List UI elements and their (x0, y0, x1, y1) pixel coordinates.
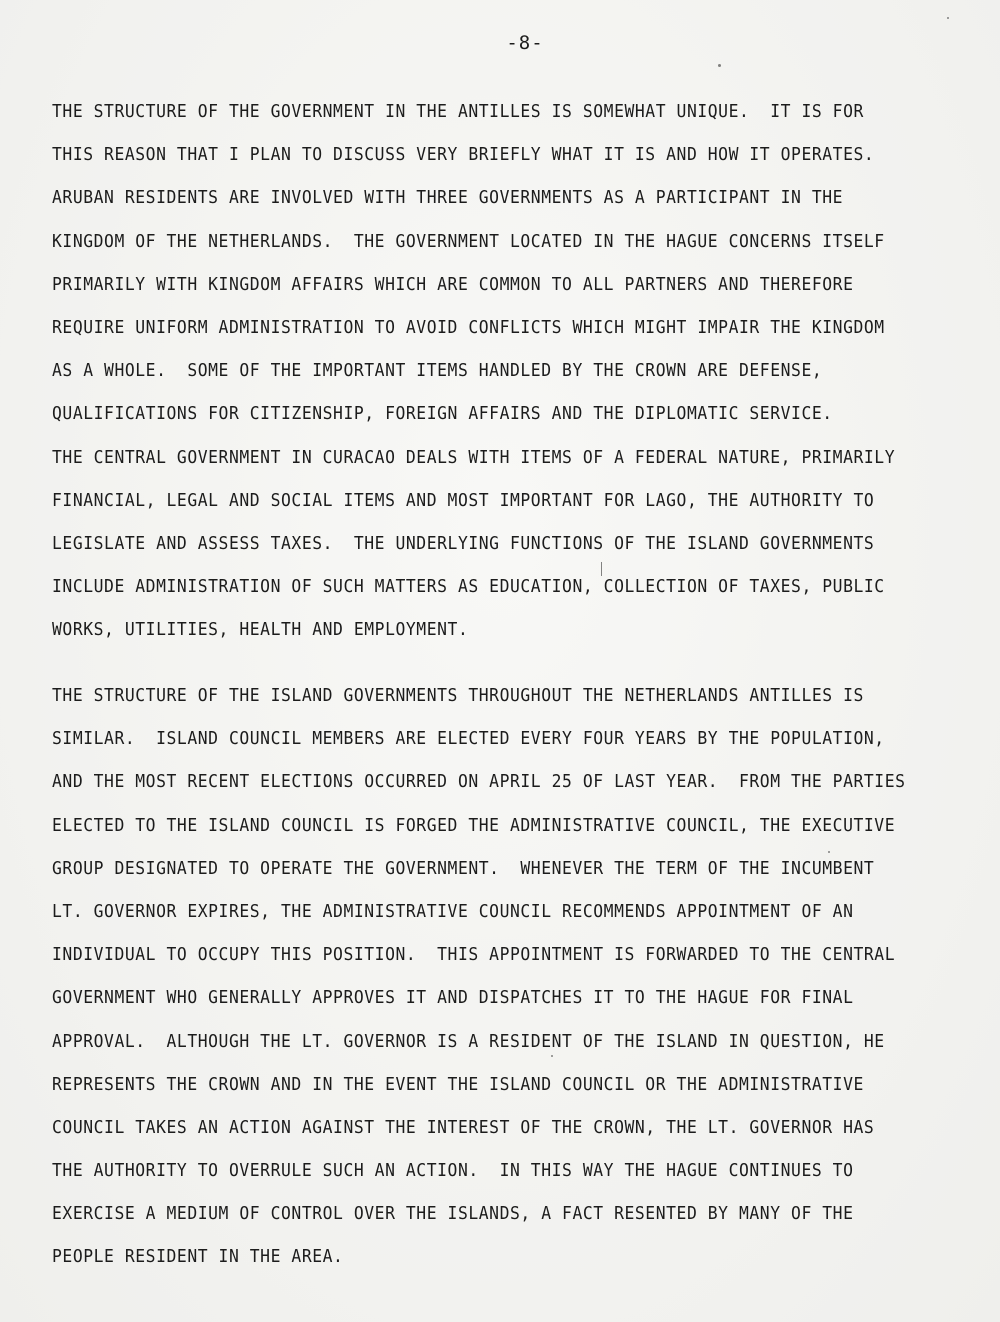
text-line: QUALIFICATIONS FOR CITIZENSHIP, FOREIGN AFFAIRS AND THE DIPLOMATIC SERVICE. (52, 404, 833, 425)
text-line: REPRESENTS THE CROWN AND IN THE EVENT THE ISLAND COUNCIL OR THE ADMINISTRATIVE (52, 1074, 864, 1095)
scan-speck (551, 1055, 553, 1057)
scan-speck (601, 562, 602, 576)
paragraph-1 (52, 91, 959, 652)
text-line: LT. GOVERNOR EXPIRES, THE ADMINISTRATIVE COUNCIL RECOMMENDS APPOINTMENT OF AN (52, 901, 854, 922)
text-line: THE AUTHORITY TO OVERRULE SUCH AN ACTION. IN THIS WAY THE HAGUE CONTINUES TO (52, 1161, 854, 1182)
text-line: GOVERNMENT WHO GENERALLY APPROVES IT AND DISPATCHES IT TO THE HAGUE FOR FINAL (52, 988, 854, 1009)
paragraph-2 (52, 675, 970, 1280)
scan-speck (718, 64, 721, 67)
text-line: AS A WHOLE. SOME OF THE IMPORTANT ITEMS HANDLED BY THE CROWN ARE DEFENSE, (52, 361, 823, 382)
text-line: THE STRUCTURE OF THE GOVERNMENT IN THE ANTILLES IS SOMEWHAT UNIQUE. IT IS FOR (52, 102, 864, 122)
text-line: KINGDOM OF THE NETHERLANDS. THE GOVERNMENT LOCATED IN THE HAGUE CONCERNS ITSELF (52, 231, 885, 252)
text-line: FINANCIAL, LEGAL AND SOCIAL ITEMS AND MOST IMPORTANT FOR LAGO, THE AUTHORITY TO (52, 490, 875, 511)
text-line: EXERCISE A MEDIUM OF CONTROL OVER THE ISLANDS, A FACT RESENTED BY MANY OF THE (52, 1204, 854, 1225)
text-line: COUNCIL TAKES AN ACTION AGAINST THE INTEREST OF THE CROWN, THE LT. GOVERNOR HAS (52, 1117, 875, 1138)
text-line: ARUBAN RESIDENTS ARE INVOLVED WITH THREE GOVERNMENTS AS A PARTICIPANT IN THE (52, 188, 844, 209)
text-line: AND THE MOST RECENT ELECTIONS OCCURRED ON APRIL 25 OF LAST YEAR. FROM THE PARTIES (52, 772, 906, 793)
text-line: WORKS, UTILITIES, HEALTH AND EMPLOYMENT. (52, 620, 469, 641)
text-line: REQUIRE UNIFORM ADMINISTRATION TO AVOID CONFLICTS WHICH MIGHT IMPAIR THE KINGDOM (52, 317, 885, 338)
scan-speck (828, 851, 830, 853)
page-number: -8- (506, 32, 544, 54)
text-line: SIMILAR. ISLAND COUNCIL MEMBERS ARE ELECTED EVERY FOUR YEARS BY THE POPULATION, (52, 729, 885, 750)
text-line: PEOPLE RESIDENT IN THE AREA. (52, 1247, 344, 1268)
text-line: GROUP DESIGNATED TO OPERATE THE GOVERNMENT. WHENEVER THE TERM OF THE INCUMBENT (52, 858, 875, 879)
text-line: PRIMARILY WITH KINGDOM AFFAIRS WHICH ARE COMMON TO ALL PARTNERS AND THEREFORE (52, 274, 854, 295)
text-line: THE STRUCTURE OF THE ISLAND GOVERNMENTS THROUGHOUT THE NETHERLANDS ANTILLES IS (52, 686, 864, 706)
scan-speck (947, 17, 949, 19)
text-line: THE CENTRAL GOVERNMENT IN CURACAO DEALS WITH ITEMS OF A FEDERAL NATURE, PRIMARILY (52, 447, 896, 468)
text-line: APPROVAL. ALTHOUGH THE LT. GOVERNOR IS A RESIDENT OF THE ISLAND IN QUESTION, HE (52, 1031, 885, 1052)
text-line: THIS REASON THAT I PLAN TO DISCUSS VERY BRIEFLY WHAT IT IS AND HOW IT OPERATES. (52, 145, 875, 166)
text-line: INDIVIDUAL TO OCCUPY THIS POSITION. THIS APPOINTMENT IS FORWARDED TO THE CENTRAL (52, 945, 896, 966)
text-line: LEGISLATE AND ASSESS TAXES. THE UNDERLYING FUNCTIONS OF THE ISLAND GOVERNMENTS (52, 533, 875, 554)
text-line: INCLUDE ADMINISTRATION OF SUCH MATTERS AS EDUCATION, COLLECTION OF TAXES, PUBLIC (52, 577, 885, 598)
text-line: ELECTED TO THE ISLAND COUNCIL IS FORGED THE ADMINISTRATIVE COUNCIL, THE EXECUTIVE (52, 815, 896, 836)
